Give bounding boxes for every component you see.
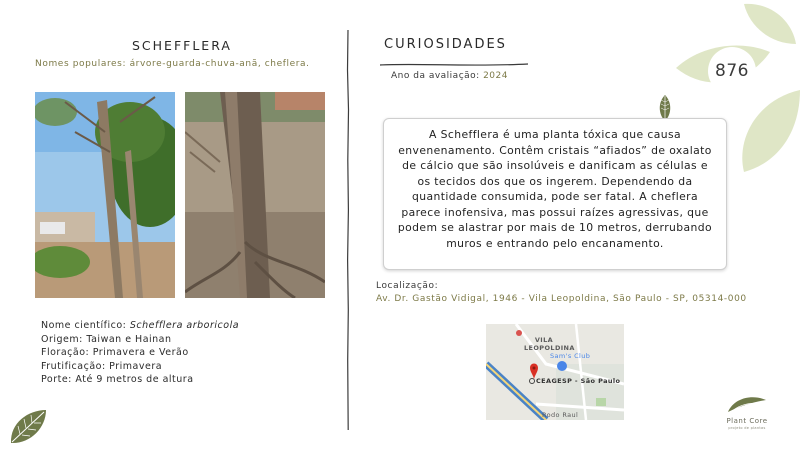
origin-row: Origem: Taiwan e Hainan [41,333,172,345]
location-map[interactable] [486,324,624,420]
map-district-label: VILA LEOPOLDINA [524,336,575,352]
year-value: 2024 [483,71,508,81]
title-underline [380,53,530,72]
scientific-prefix: Nome científico: [41,320,130,331]
size-row: Porte: Até 9 metros de altura [41,374,194,385]
tree-photo-2 [185,92,325,298]
popular-names: Nomes populares: árvore-guarda-chuva-anã, cheflera. [35,59,310,69]
map-place-ceagesp: CEAGESP - São Paulo [536,377,621,385]
fruiting-row: Frutificação: Primavera [41,360,163,372]
year-label: Ano da avaliação: [391,71,484,81]
map-road-label: Rodo Raul [542,411,579,419]
curiosity-card [383,118,727,270]
scientific-name: Schefflera arboricola [129,320,240,331]
plant-core-logo-text: Plant Core [726,417,768,425]
map-place-sams-club: Sam's Club [550,352,591,360]
plant-core-logo-icon [726,394,768,418]
badge-number: 876 [715,61,749,81]
flowering-row: Floração: Primavera e Verão [41,347,189,358]
plant-core-tagline: projeto de plantas [728,426,766,430]
location-address: Av. Dr. Gastão Vidigal, 1946 - Vila Leopoldina, São Paulo - SP, 05314-000 [376,294,747,304]
curiosity-text: A Schefflera é uma planta tóxica que causa envenenamento. Contêm cristais “afiados” de oxalato de cálcio que são insolúveis e danificam as células e os tecidos dos que os ingerem. Dependendo da quantidade consumida, pode ser fatal. A cheflera parece inofensiva, mas possui raízes agressivas, que podem se alastrar por mais de 10 metros, derrubando muros e entrando pelo encanamento. [397,128,713,250]
leaf-icon-bottom-left [8,408,48,450]
tree-photo-1 [35,92,175,298]
location-label: Localização: [376,281,439,291]
scientific-name-row [41,319,239,333]
plant-facts [41,319,239,387]
center-divider [346,30,348,430]
plant-title: SCHEFFLERA [132,38,232,53]
evaluation-year [391,71,508,81]
curiosities-title: CURIOSIDADES [384,37,507,52]
